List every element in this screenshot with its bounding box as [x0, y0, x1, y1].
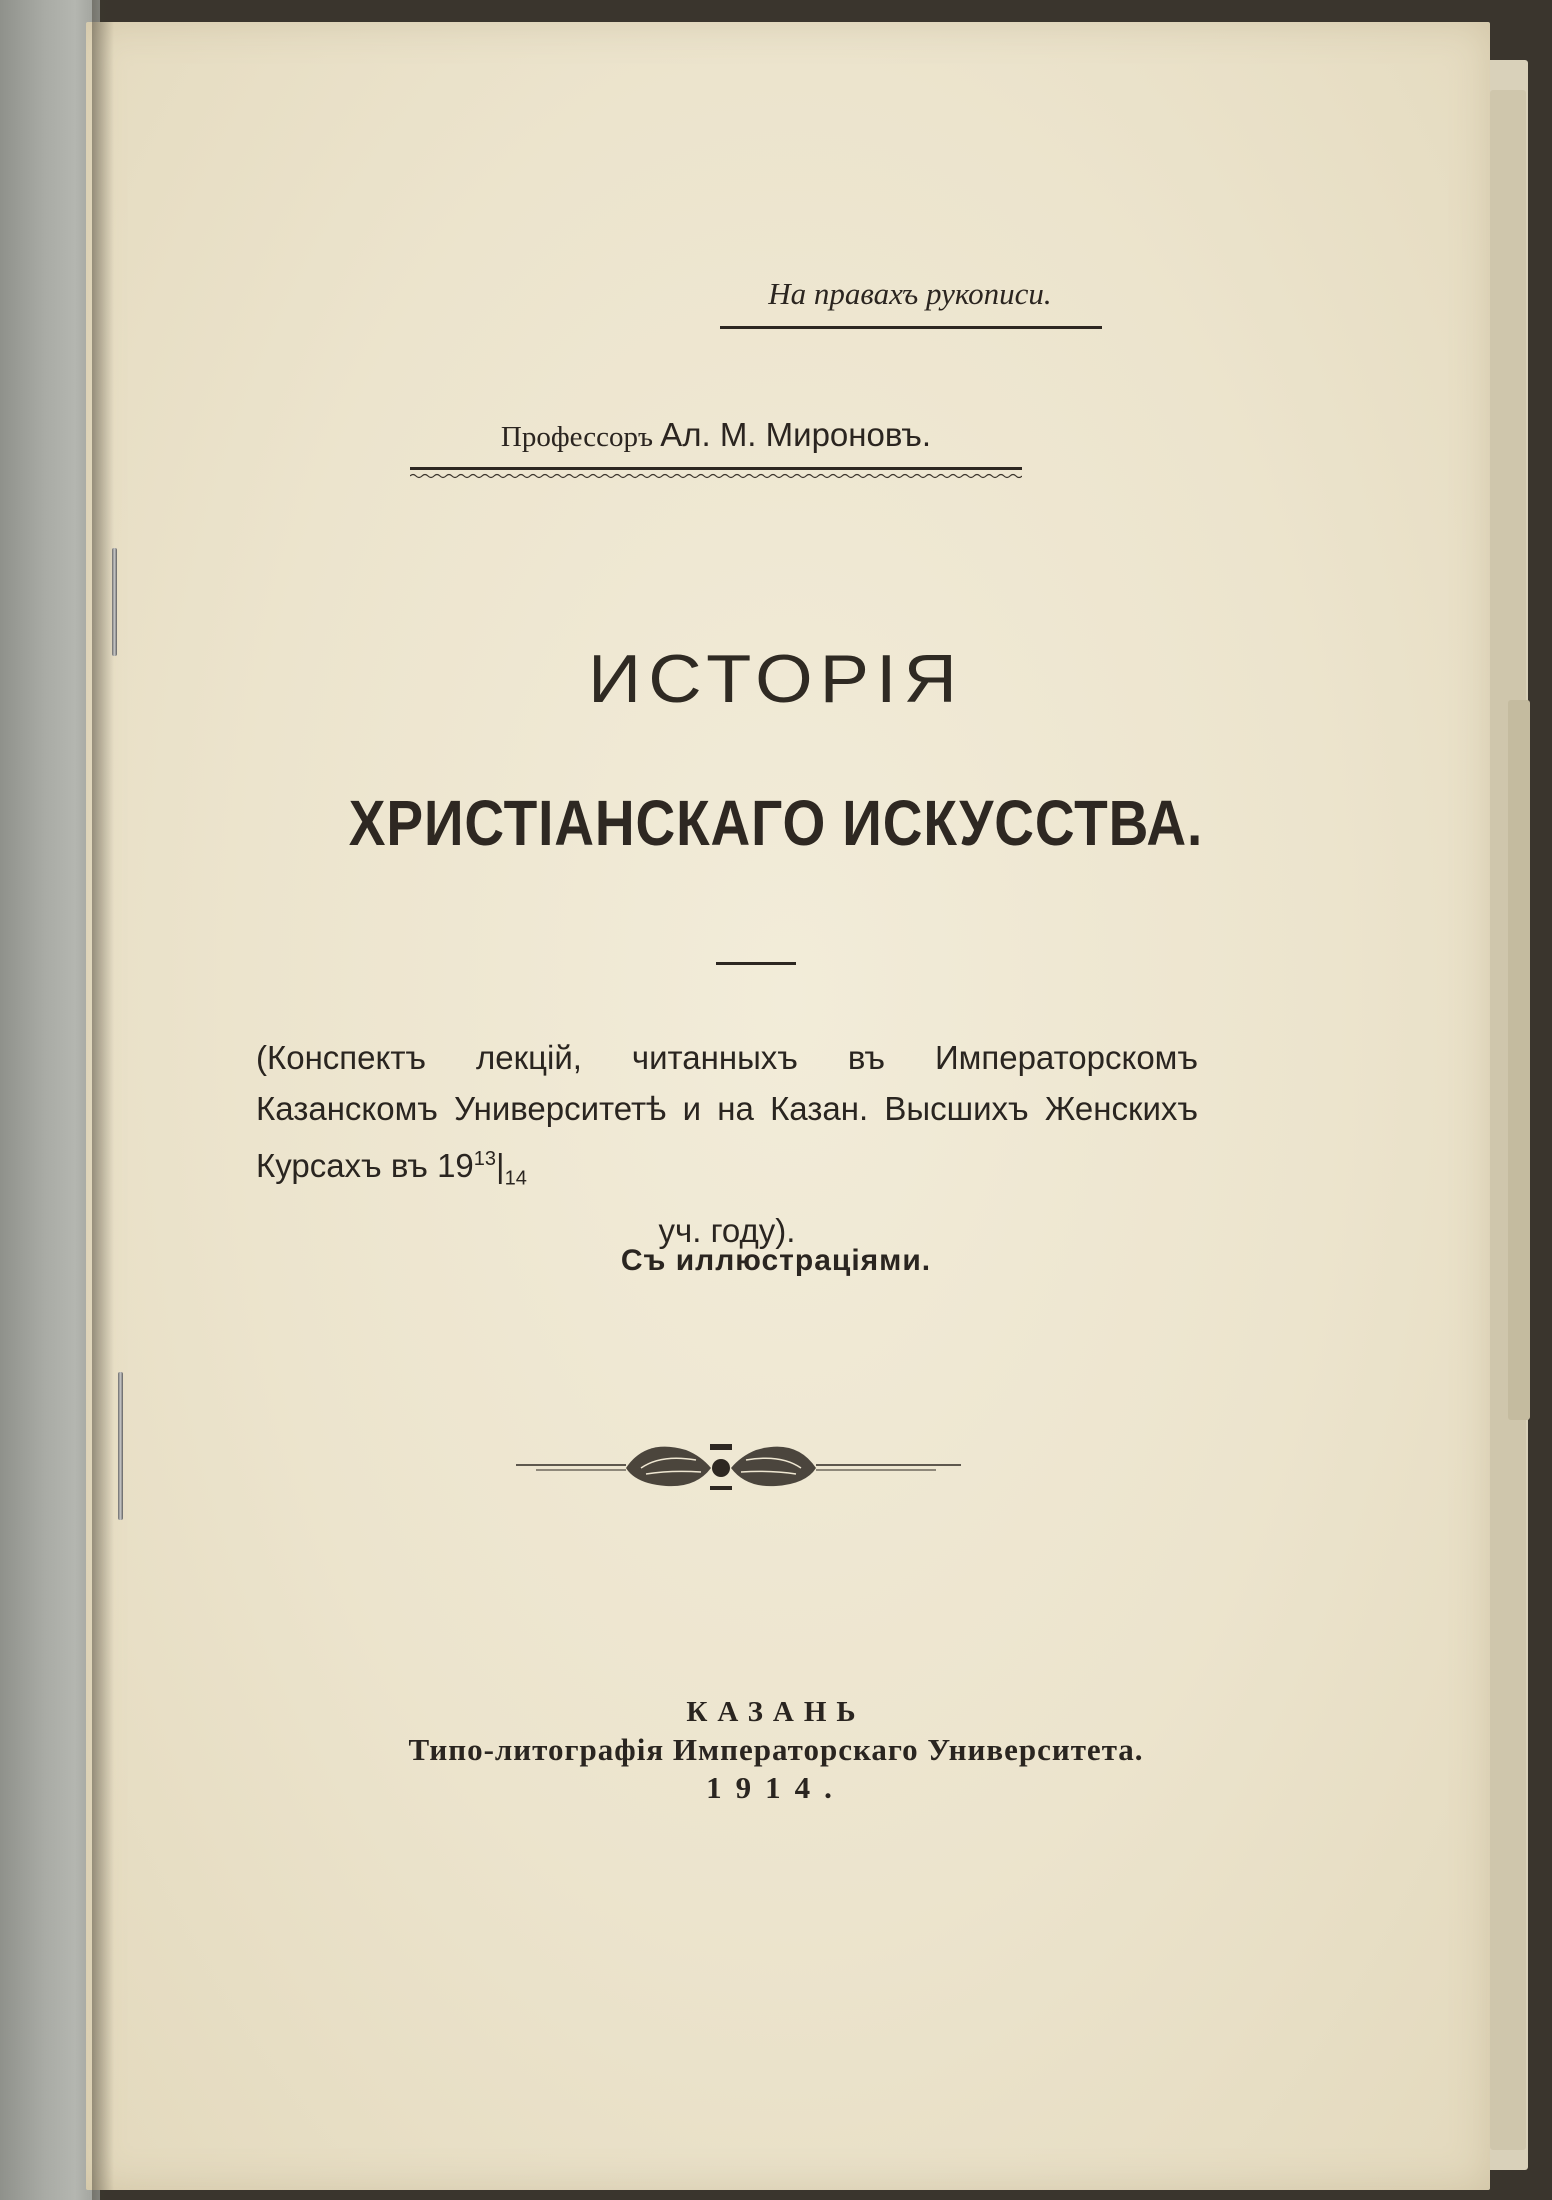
title-rule: [716, 962, 796, 965]
author-line: [408, 416, 1024, 454]
synopsis-sup: 13: [473, 1148, 497, 1170]
author-wavy-rule: [410, 473, 1022, 479]
staple-icon: [118, 1372, 123, 1520]
manuscript-note: На правахъ рукописи.: [768, 276, 1052, 311]
manuscript-rule: [720, 326, 1102, 329]
title-line-2: ХРИСТІАНСКАГО ИСКУССТВА.: [348, 787, 1204, 859]
title-line-1: ИСТОРІЯ: [588, 640, 964, 717]
synopsis-main: (Конспектъ лекцій, читанныхъ въ Императорскомъ Казанскомъ Университетѣ и на Казан. Высшихъ Женскихъ Курсахъ въ 19: [256, 1039, 1198, 1184]
page-edge: [1508, 700, 1530, 1420]
ornament-icon: [496, 1430, 976, 1500]
binding-shadow: [92, 0, 114, 2200]
imprint-city: КАЗАНЬ: [686, 1696, 866, 1728]
illustrations-note: Съ иллюстраціями.: [620, 1244, 932, 1277]
synopsis-paragraph: (Конспектъ лекцій, читанныхъ въ Императорскомъ Казанскомъ Университетѣ и на Казан. Высшихъ Женскихъ Курсахъ въ $19^{13}|_{14}$ уч. году).: [256, 1032, 1198, 1256]
author-title: Профессоръ: [500, 421, 653, 453]
imprint-year: 1914.: [706, 1770, 846, 1805]
synopsis-sub: 14: [504, 1167, 527, 1190]
imprint-printer: Типо-литографія Императорскаго Университета.: [408, 1732, 1144, 1767]
synopsis-end: уч. году).: [658, 1211, 796, 1249]
author-name: Ал. М. Мироновъ.: [660, 416, 932, 453]
author-rule: [410, 467, 1022, 470]
grey-cover: [0, 0, 100, 2200]
